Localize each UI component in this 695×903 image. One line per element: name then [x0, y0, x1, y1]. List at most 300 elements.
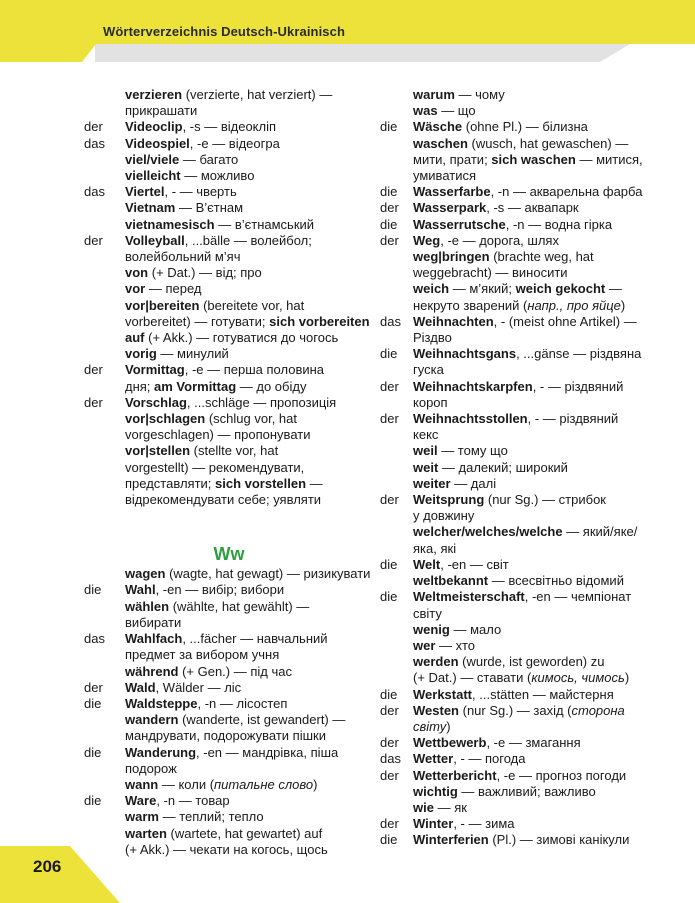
entry-line [125, 599, 374, 615]
dictionary-entry [380, 768, 680, 784]
entry-line [413, 103, 680, 119]
headword: Weihnachtsstollen [413, 411, 528, 427]
headword: vor|schlagen [125, 411, 206, 427]
dictionary-entry [380, 314, 680, 346]
entry-line [413, 200, 680, 216]
translation-text: , -e — прогноз погоди [496, 767, 627, 783]
entry-line [413, 395, 680, 411]
headword: Volleyball [125, 232, 185, 248]
translation-text: (+ Dat.) — ставати ( [413, 670, 532, 686]
translation-text: , -n — водна гірка [505, 216, 613, 232]
dictionary-entry [380, 200, 680, 216]
headword: waschen [413, 135, 468, 151]
entry-text [125, 712, 374, 744]
entry-text [413, 703, 680, 735]
entry-article: das [84, 631, 105, 647]
translation-text: , -n — акварельна фарба [490, 184, 643, 200]
translation-text: , - — різдвяний [532, 378, 624, 394]
entry-article: die [84, 793, 102, 809]
translation-text: (Pl.) — зимові канікули [488, 832, 630, 848]
translation-text: — В’єтнам [175, 200, 244, 216]
dictionary-entry [380, 751, 680, 767]
entry-text [413, 557, 680, 573]
translation-text: vorbereitet) — готувати; [125, 313, 270, 329]
headword: Vorschlag [125, 394, 187, 410]
page-number: 206 [33, 857, 62, 876]
translation-text: , ...schläge — пропозиція [186, 394, 337, 410]
usage-note: питальне слово [214, 776, 314, 792]
translation-text: (schlug vor, hat [205, 411, 298, 427]
headword: Ware [125, 793, 157, 809]
translation-text: , ...bälle — волейбол; [184, 232, 312, 248]
entry-line [413, 541, 680, 557]
headword: vietnamesisch [125, 216, 215, 232]
translation-text: , -s — аквапарк [486, 200, 579, 216]
entry-text [413, 492, 680, 524]
dictionary-entry [84, 809, 374, 825]
entry-article: die [84, 582, 102, 598]
headword: am Vormittag [154, 378, 237, 394]
entry-line [413, 427, 680, 443]
headword: Winterferien [413, 832, 489, 848]
headword: Wetterbericht [413, 767, 497, 783]
headword: Wetter [413, 751, 454, 767]
dictionary-entry [380, 784, 680, 800]
entry-article: die [84, 744, 102, 760]
entry-text [413, 200, 680, 216]
entry-text [413, 832, 680, 848]
entry-line [413, 265, 680, 281]
translation-text: дня; [125, 378, 155, 394]
entry-article: die [380, 556, 398, 572]
entry-article: der [380, 767, 399, 783]
entry-text [413, 249, 680, 281]
headword: Wäsche [413, 119, 463, 135]
entry-text [125, 664, 374, 680]
entry-article: der [380, 378, 399, 394]
usage-note: напр., про яйце [527, 297, 621, 313]
headword: wagen [125, 566, 166, 582]
headword: wandern [125, 712, 179, 728]
translation-text: , - (meist ohne Artikel) — [493, 313, 637, 329]
dictionary-entry [84, 411, 374, 443]
entry-line [125, 476, 374, 492]
translation-text: вибирати [125, 614, 182, 630]
headword: Wahlfach [125, 631, 183, 647]
headword: Wettbewerb [413, 735, 487, 751]
headword: warum [413, 87, 455, 102]
entry-line [125, 119, 374, 135]
entry-article: der [380, 200, 399, 216]
entry-text [125, 696, 374, 712]
entry-text [125, 184, 374, 200]
entry-line [413, 152, 680, 168]
headword: warten [125, 825, 167, 841]
headword: verzieren [125, 87, 183, 102]
entry-article: der [380, 702, 399, 718]
dictionary-entry [380, 281, 680, 313]
entry-article: die [380, 686, 398, 702]
entry-line [125, 712, 374, 728]
entries-v [84, 87, 374, 508]
headword: Wahl [125, 582, 156, 598]
translation-text: (nur Sg.) — захід ( [459, 702, 572, 718]
entry-line [125, 696, 374, 712]
translation-text: предмет за вибором учня [125, 647, 280, 663]
headword: Wanderung [125, 744, 197, 760]
entry-line [413, 816, 680, 832]
entry-text [413, 638, 680, 654]
headword: weich gekocht [515, 281, 606, 297]
translation-text: , -e — змагання [486, 735, 581, 751]
entry-text [125, 87, 374, 119]
entry-line [125, 566, 374, 582]
translation-text: , -e — відеогра [189, 135, 280, 151]
translation-text: у довжину [413, 508, 475, 524]
translation-text: — як [433, 799, 467, 815]
dictionary-entry [380, 557, 680, 573]
dictionary-entry [380, 379, 680, 411]
translation-text: ) [624, 670, 630, 686]
headword: Weltmeisterschaft [413, 589, 525, 605]
headword: Viertel [125, 184, 165, 200]
entry-line [125, 281, 374, 297]
dictionary-entry [380, 832, 680, 848]
usage-note: світу [413, 718, 447, 734]
entries-w-right [380, 87, 680, 849]
entry-line [125, 395, 374, 411]
translation-text: короп [413, 394, 448, 410]
translation-text: мити, прати; [413, 151, 492, 167]
translation-text: — багато [179, 151, 239, 167]
translation-text: — мало [449, 621, 502, 637]
translation-text: — коли ( [158, 776, 215, 792]
translation-text: — важливий; важливо [457, 783, 596, 799]
entry-article: der [84, 119, 103, 135]
dictionary-entry [380, 735, 680, 751]
translation-text: , -n — товар [156, 793, 230, 809]
entry-article: der [380, 735, 399, 751]
entry-line [125, 330, 374, 346]
translation-text: , - — зима [453, 816, 515, 832]
entry-text [125, 200, 374, 216]
entry-article: die [380, 832, 398, 848]
headword: vor [125, 281, 146, 297]
dictionary-entry [84, 631, 374, 663]
entry-line [125, 184, 374, 200]
entry-line [125, 647, 374, 663]
translation-text: , ...stätten — майстерня [472, 686, 614, 702]
translation-text: , -en — мандрівка, піша [196, 744, 339, 760]
translation-text: (+ Akk.) — чекати на когось, щось [125, 841, 328, 857]
entry-article: das [380, 751, 401, 767]
entry-line [125, 168, 374, 184]
entry-line [413, 314, 680, 330]
dictionary-entry [84, 599, 374, 631]
entry-line [413, 735, 680, 751]
entry-line [413, 606, 680, 622]
entry-text [413, 119, 680, 135]
entry-line [125, 87, 374, 103]
translation-text: — м’який; [449, 281, 516, 297]
translation-text: — чому [454, 87, 505, 102]
dictionary-entry [84, 168, 374, 184]
entry-line [125, 298, 374, 314]
entry-line [413, 136, 680, 152]
entry-text [125, 566, 374, 582]
entry-line [125, 411, 374, 427]
entry-text [125, 298, 374, 347]
dictionary-entry [84, 87, 374, 119]
translation-text: , -en — вибір; вибори [155, 582, 285, 598]
translation-text: , ...fächer — навчальний [182, 631, 328, 647]
dictionary-entry [84, 217, 374, 233]
dictionary-entry [380, 573, 680, 589]
entry-line [125, 826, 374, 842]
dictionary-entry [84, 443, 374, 508]
translation-text: (nur Sg.) — стрибок [484, 492, 606, 508]
entry-text [125, 119, 374, 135]
translation-text: (brachte weg, hat [489, 249, 594, 265]
dictionary-entry [380, 816, 680, 832]
entry-article: der [84, 394, 103, 410]
entry-text [125, 745, 374, 777]
entry-article: der [84, 362, 103, 378]
headword: welcher/welches/welche [413, 524, 563, 540]
entry-line [125, 265, 374, 281]
entry-article: das [84, 184, 105, 200]
entry-text [413, 314, 680, 346]
translation-text: vorgeschlagen) — пропонувати [125, 427, 311, 443]
headword: Westen [413, 702, 459, 718]
entry-text [413, 784, 680, 800]
entry-line [413, 670, 680, 686]
dictionary-entry [84, 298, 374, 347]
dictionary-entry [380, 119, 680, 135]
entry-line [125, 631, 374, 647]
entry-text [413, 103, 680, 119]
entry-line [125, 152, 374, 168]
translation-text: гуска [413, 362, 444, 378]
entry-line [125, 582, 374, 598]
entry-line [413, 768, 680, 784]
dictionary-entry [380, 233, 680, 249]
dictionary-entry [84, 664, 374, 680]
entry-line [413, 719, 680, 735]
entry-line [413, 184, 680, 200]
dictionary-entry [84, 696, 374, 712]
entry-line [125, 728, 374, 744]
headword: vielleicht [125, 168, 181, 184]
entry-article: der [380, 816, 399, 832]
entry-line [125, 777, 374, 793]
headword: während [125, 663, 179, 679]
dictionary-entry [380, 622, 680, 638]
entry-article: die [380, 589, 398, 605]
entry-line [413, 330, 680, 346]
dictionary-entry [380, 492, 680, 524]
entry-text [125, 777, 374, 793]
entry-line [413, 492, 680, 508]
entry-text [413, 768, 680, 784]
entry-text [125, 411, 374, 443]
entry-text [125, 826, 374, 858]
entry-line [413, 703, 680, 719]
translation-text: — всесвітньо відомий [488, 573, 624, 589]
translation-text: , -en — світ [440, 556, 509, 572]
section-letter-ww: Ww [213, 544, 245, 565]
entry-text [125, 136, 374, 152]
entry-text [125, 631, 374, 663]
headword: Videoclip [125, 119, 183, 135]
headword: sich waschen [491, 151, 576, 167]
entry-text [413, 379, 680, 411]
entry-line [125, 314, 374, 330]
headword: wählen [125, 598, 170, 614]
translation-text: — до обіду [236, 378, 307, 394]
translation-text: Різдво [413, 330, 452, 346]
entry-text [413, 735, 680, 751]
entry-text [413, 87, 680, 103]
dictionary-entry [380, 524, 680, 556]
headword: Videospiel [125, 135, 190, 151]
entry-line [413, 298, 680, 314]
entry-text [413, 622, 680, 638]
entry-text [125, 217, 374, 233]
headword: vor|stellen [125, 443, 191, 459]
translation-text: волейбольний м’яч [125, 249, 241, 265]
headword: sich vorbereiten [269, 313, 370, 329]
entry-line [413, 589, 680, 605]
entry-line [125, 761, 374, 777]
translation-text: — далі [450, 475, 497, 491]
headword: sich vorstellen [215, 475, 307, 491]
dictionary-entry [84, 233, 374, 265]
entry-text [413, 524, 680, 556]
entry-text [125, 582, 374, 598]
translation-text: — далекий; широкий [438, 459, 568, 475]
entry-text [413, 460, 680, 476]
translation-text: (wusch, hat gewaschen) — [467, 135, 629, 151]
translation-text: подорож [125, 760, 177, 776]
translation-text: , -n — лісостеп [197, 695, 288, 711]
dictionary-entry [84, 200, 374, 216]
headword: Winter [413, 816, 454, 832]
translation-text: мандрувати, подорожувати пішки [125, 728, 326, 744]
translation-text: прикрашати [125, 103, 198, 119]
entry-line [413, 476, 680, 492]
translation-text: (wählte, hat gewählt) — [169, 598, 310, 614]
entry-text [125, 362, 374, 394]
entry-text [125, 168, 374, 184]
entry-line [413, 411, 680, 427]
entry-article: der [84, 679, 103, 695]
dictionary-entry [380, 346, 680, 378]
translation-text: (bereitete vor, hat [199, 297, 305, 313]
entry-line [413, 460, 680, 476]
entry-text [125, 346, 374, 362]
entry-line [125, 745, 374, 761]
dictionary-entry [380, 638, 680, 654]
entry-line [125, 793, 374, 809]
entry-text [413, 573, 680, 589]
translation-text: , - — різдвяний [527, 411, 619, 427]
dictionary-entry [380, 443, 680, 459]
dictionary-entry [84, 745, 374, 777]
translation-text: (wurde, ist geworden) zu [458, 654, 605, 670]
entry-article: der [84, 232, 103, 248]
headword: warm [125, 809, 159, 825]
translation-text: яка, які [413, 540, 457, 556]
headword: wenig [413, 621, 450, 637]
headword: Weitsprung [413, 492, 485, 508]
dictionary-entry [84, 826, 374, 858]
entry-line [413, 443, 680, 459]
entry-line [125, 809, 374, 825]
dictionary-entry [84, 566, 374, 582]
headword: werden [413, 654, 459, 670]
headword: Wasserpark [413, 200, 487, 216]
entry-text [413, 136, 680, 185]
entry-line [125, 664, 374, 680]
dictionary-entry [380, 654, 680, 686]
translation-text: — теплий; тепло [158, 809, 264, 825]
entry-line [413, 800, 680, 816]
headword: viel/viele [125, 151, 180, 167]
translation-text: (+ Gen.) — під час [178, 663, 292, 679]
dictionary-entry [84, 680, 374, 696]
usage-note: сторона [571, 702, 625, 718]
entry-line [125, 680, 374, 696]
headword: Vietnam [125, 200, 176, 216]
entry-text [413, 476, 680, 492]
headword: auf [125, 330, 145, 346]
entry-text [125, 793, 374, 809]
headword: vor|bereiten [125, 297, 200, 313]
headword: weiter [413, 475, 451, 491]
entry-line [125, 443, 374, 459]
entry-line [125, 492, 374, 508]
entry-line [413, 687, 680, 703]
entry-line [413, 654, 680, 670]
entry-text [125, 599, 374, 631]
translation-text: умиватися [413, 168, 477, 184]
dictionary-entry [380, 800, 680, 816]
translation-text: , -e — перша половина [184, 362, 325, 378]
entry-article: die [84, 695, 102, 711]
translation-text: — який/яке/ [562, 524, 638, 540]
translation-text: — минулий [156, 346, 229, 362]
entry-line [125, 233, 374, 249]
dictionary-entry [84, 362, 374, 394]
entry-line [413, 832, 680, 848]
headword: vorig [125, 346, 157, 362]
entry-article: der [380, 492, 399, 508]
entry-line [413, 557, 680, 573]
headword: weich [413, 281, 450, 297]
dictionary-entry [84, 395, 374, 411]
entry-line [125, 346, 374, 362]
headword: Waldsteppe [125, 695, 198, 711]
dictionary-entry [380, 703, 680, 735]
dictionary-entry [84, 777, 374, 793]
translation-text: (wagte, hat gewagt) — ризикувати [165, 566, 371, 582]
entry-article: die [380, 119, 398, 135]
entry-line [413, 362, 680, 378]
entry-article: die [380, 184, 398, 200]
entry-line [413, 751, 680, 767]
translation-text: кекс [413, 427, 439, 443]
